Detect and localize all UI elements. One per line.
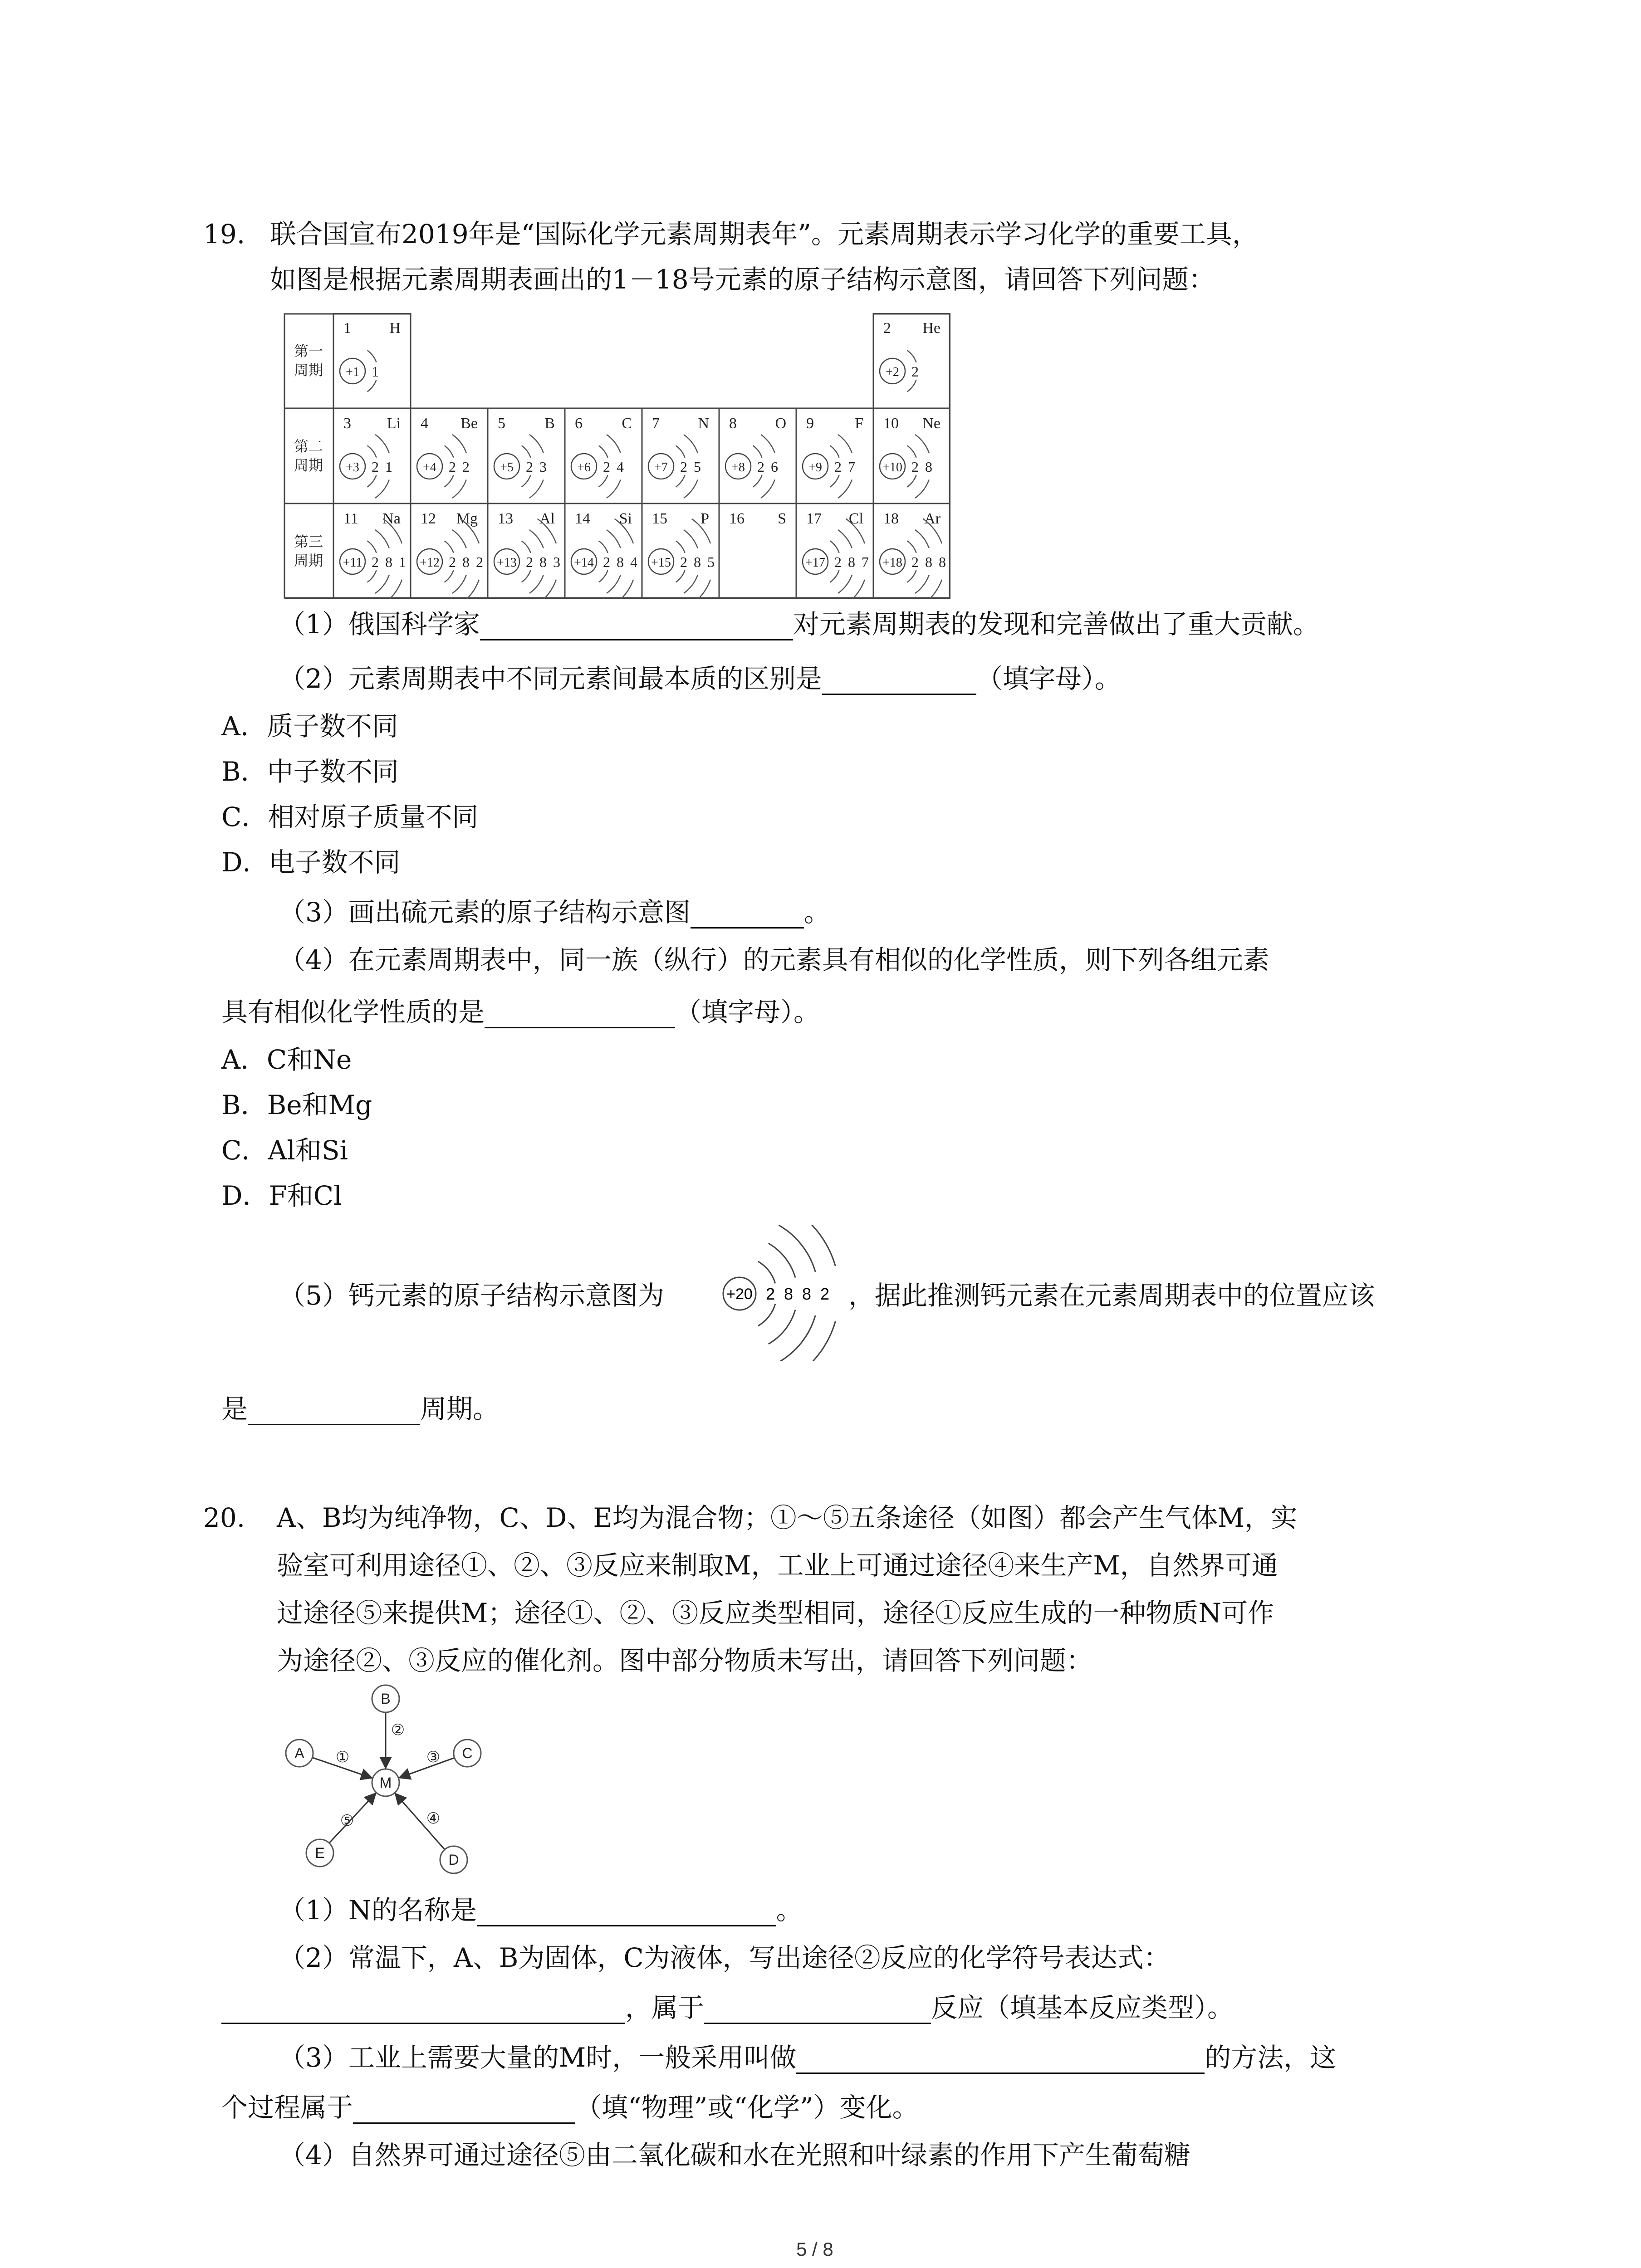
shell-electrons: 6 [771,459,778,475]
nucleus-charge: +4 [423,460,436,474]
shell-electrons: 8 [462,554,470,570]
shell-arc [684,530,698,548]
element-number: 11 [343,510,358,527]
path-label: ④ [426,1810,441,1827]
q19-part3-answer-blank[interactable] [691,900,804,929]
element-cell-h [333,313,411,408]
shell-arc [367,445,377,457]
element-cell-ar [873,503,950,599]
q19-part5-prompt: （5）钙元素的原子结构示意图为 [279,1280,664,1311]
shell-electrons: 2 [372,459,379,475]
ca-shell-electrons: 2 [820,1285,830,1303]
q19-part4-answer-blank[interactable] [485,1000,675,1028]
q20-text-line4: 为途径②、③反应的催化剂。图中部分物质未写出，请回答下列问题： [277,1645,1093,1676]
q19-part5-suffix: ，据此推测钙元素在元素周期表中的位置应该 [848,1280,1375,1311]
element-symbol: Na [382,510,401,527]
q19-part2-option-b: B．中子数不同 [221,756,399,787]
shell-electrons: 2 [911,554,919,570]
shell-arc [367,475,377,487]
q19-part2-suffix: （填字母）。 [976,663,1121,694]
shell-arc [607,530,621,548]
shell-arc [375,575,389,594]
element-number: 15 [652,510,667,527]
shell-arc [838,480,852,499]
shell-electrons: 2 [449,554,456,570]
ca-nucleus-charge: +20 [726,1286,753,1303]
shell-arc [452,435,466,453]
periodic-table-figure [284,313,950,599]
shell-electrons: 7 [862,554,869,570]
shell-electrons: 1 [399,554,406,570]
shell-electrons: 8 [939,554,946,570]
period-label: 第一 [294,343,323,359]
q20-part1-prompt: （1）N的名称是 [279,1895,477,1926]
element-symbol: O [775,415,786,432]
shell-arc [607,435,621,453]
shell-arc [522,541,531,552]
shell-electrons: 2 [476,554,483,570]
element-symbol: Cl [848,510,863,527]
q19-part2 [279,662,1121,695]
ca-shell-arc [779,1315,816,1361]
q20-part3-line2-prompt: 个过程属于 [221,2092,353,2123]
q19-part5-line2 [221,1393,499,1425]
shell-arc [445,475,454,487]
shell-electrons: 4 [617,459,624,475]
shell-arc [838,435,852,453]
ca-shell-electrons: 8 [802,1285,812,1303]
q19-part3 [279,896,830,929]
shell-arc [607,575,621,594]
shell-electrons: 4 [630,554,637,570]
nucleus-charge: +12 [420,556,440,570]
shell-electrons: 2 [526,459,533,475]
shell-arc [676,570,685,582]
element-number: 7 [652,415,660,432]
q19-number: 19. [203,219,245,249]
element-cell-al [488,503,565,599]
shell-arc [367,350,377,362]
q19-part3-suffix: 。 [803,897,830,928]
nucleus-charge: +14 [574,556,594,570]
shell-arc [684,575,698,594]
shell-arc [838,575,852,594]
element-cell-n [642,408,719,503]
nucleus-charge: +7 [654,460,668,474]
q19-text-line2: 如图是根据元素周期表画出的1－18号元素的原子结构示意图，请回答下列问题： [270,264,1215,295]
q20-part2-type-blank[interactable] [704,1995,931,2024]
q19-part4-option-b: B．Be和Mg [221,1090,372,1120]
shell-arc [599,541,608,552]
ca-shell-arc [769,1243,795,1278]
node-label: C [462,1745,473,1761]
shell-electrons: 7 [848,459,855,475]
shell-electrons: 2 [680,459,687,475]
shell-arc [915,480,929,499]
path-label: ③ [426,1749,441,1766]
q19-part5-line2-suffix: 周期。 [420,1393,500,1424]
nucleus-charge: +10 [882,460,902,474]
period-label: 周期 [294,362,323,378]
element-number: 4 [421,415,428,432]
shell-arc [830,445,839,457]
page-number: 5 / 8 [796,2239,833,2260]
q19-part4-suffix: （填字母）。 [675,997,820,1027]
path-label: ② [391,1721,405,1739]
q19-part5-answer-blank[interactable] [248,1397,420,1425]
shell-arc [915,435,929,453]
shell-arc [830,570,839,582]
element-number: 1 [343,320,351,337]
shell-electrons: 2 [911,363,919,380]
element-symbol: Ne [922,415,941,432]
q20-part3-line2 [221,2091,919,2124]
q20-part3-line2-suffix: （填“物理”或“化学”）变化。 [575,2092,919,2123]
ca-shell-arc [789,1225,836,1266]
shell-arc [599,445,608,457]
nucleus-charge: +15 [651,556,671,570]
shell-arc [907,380,916,391]
shell-arc [452,480,466,499]
q19-part1-answer-blank[interactable] [480,612,793,640]
q20-part4-line1: （4）自然界可通过途径⑤由二氧化碳和水在光照和叶绿素的作用下产生葡萄糖 [279,2140,1190,2170]
element-cell-c [565,408,642,503]
shell-arc [676,541,685,552]
q19-part4-line2 [221,996,820,1028]
element-cell-cl [796,503,873,599]
element-cell-na [333,503,411,599]
q20-part1-answer-blank[interactable] [477,1898,776,1926]
nucleus-charge: +2 [886,365,899,379]
shell-electrons: 8 [694,554,701,570]
q19-part2-option-d: D．电子数不同 [221,847,401,878]
shell-arc [607,480,621,499]
node-label: D [448,1852,459,1868]
shell-arc [375,480,389,499]
shell-arc [367,380,377,391]
shell-arc [907,475,916,487]
nucleus-charge: +8 [731,460,745,474]
shell-arc [375,530,389,548]
element-number: 5 [498,415,505,432]
shell-electrons: 5 [707,554,715,570]
node-m-label: M [379,1774,392,1791]
element-symbol: Li [387,415,401,432]
element-cell-be [411,408,488,503]
shell-arc [452,530,466,548]
shell-electrons: 5 [694,459,701,475]
nucleus-charge: +5 [500,460,514,474]
element-symbol: N [698,415,709,432]
nucleus-charge: +11 [343,556,362,570]
nucleus-charge: +17 [805,556,825,570]
ca-shell-arc [758,1261,775,1283]
ca-shell-arc [779,1225,816,1272]
shell-electrons: 8 [617,554,624,570]
shell-arc [529,575,544,594]
shell-arc [367,570,377,582]
q19-part4-option-c: C．Al和Si [221,1135,348,1166]
shell-arc [676,445,685,457]
shell-arc [445,445,454,457]
node-label: A [294,1745,304,1761]
element-symbol: P [700,510,709,527]
element-number: 17 [806,510,822,527]
shell-arc [522,445,531,457]
nucleus-charge: +6 [577,460,591,474]
q19-part1-suffix: 对元素周期表的发现和完善做出了重大贡献。 [793,609,1319,640]
shell-arc [830,475,839,487]
ca-shell-arc [758,1304,775,1326]
shell-electrons: 8 [385,554,392,570]
element-number: 6 [575,415,583,432]
q20-part2-line2 [221,1991,1234,2024]
element-number: 12 [421,510,436,527]
element-symbol: Mg [456,510,478,527]
q19-part2-option-a: A．质子数不同 [221,711,398,742]
q20-number: 20. [203,1502,245,1533]
q19-part3-prompt: （3）画出硫元素的原子结构示意图 [279,897,691,928]
shell-electrons: 2 [372,554,379,570]
ca-shell-electrons: 8 [784,1285,794,1303]
shell-arc [907,445,916,457]
shell-arc [753,445,762,457]
shell-arc [452,575,466,594]
q20-part3-method-blank[interactable] [796,2045,1205,2074]
shell-electrons: 2 [449,459,456,475]
ca-shell-arc [769,1310,795,1344]
shell-arc [761,480,775,499]
element-cell-si [565,503,642,599]
shell-arc [684,480,698,499]
shell-electrons: 8 [539,554,547,570]
shell-electrons: 3 [553,554,560,570]
shell-arc [915,530,929,548]
shell-arc [445,541,454,552]
element-cell-b [488,408,565,503]
nucleus-charge: +3 [346,460,359,474]
q20-text-line2: 验室可利用途径①、②、③反应来制取M，工业上可通过途径④来生产M，自然界可通 [277,1550,1278,1581]
shell-electrons: 1 [385,459,392,475]
reaction-path-diagram [279,1678,501,1882]
shell-electrons: 8 [925,459,932,475]
element-cell-o [719,408,796,503]
shell-arc [522,475,531,487]
shell-arc [830,541,839,552]
period-label: 周期 [294,552,323,569]
calcium-atom-diagram [719,1225,851,1361]
period-label: 第二 [294,438,323,455]
element-symbol: He [922,320,941,337]
nucleus-charge: +9 [808,460,822,474]
shell-arc [838,530,852,548]
q19-text-line1: 联合国宣布2019年是“国际化学元素周期表年”。元素周期表示学习化学的重要工具， [270,219,1259,249]
shell-arc [367,541,377,552]
nucleus-charge: +13 [497,556,517,570]
element-cell-s [719,503,796,599]
element-symbol: Ar [924,510,941,527]
q19-part4-prompt: 具有相似化学性质的是 [221,997,485,1027]
shell-electrons: 3 [539,459,547,475]
nucleus-charge: +18 [882,556,902,570]
element-number: 2 [883,320,891,337]
shell-arc [907,350,916,362]
shell-electrons: 2 [603,459,610,475]
q19-part4-line1: （4）在元素周期表中，同一族（纵行）的元素具有相似的化学性质，则下列各组元素 [279,944,1269,975]
element-symbol: Be [460,415,478,432]
shell-electrons: 2 [757,459,764,475]
shell-arc [761,435,775,453]
path-label: ① [335,1749,350,1766]
q20-part3-prompt: （3）工业上需要大量的M时，一般采用叫做 [279,2042,797,2073]
shell-arc [753,475,762,487]
shell-arc [676,475,685,487]
element-symbol: S [778,510,786,527]
element-number: 9 [806,415,814,432]
shell-electrons: 2 [680,554,687,570]
q20-part3-suffix: 的方法，这 [1205,2042,1337,2073]
element-symbol: Si [619,510,632,527]
shell-arc [445,570,454,582]
ca-shell-arc [789,1321,836,1361]
shell-electrons: 2 [911,459,919,475]
element-cell-ne [873,408,950,503]
q19-part2-prompt: （2）元素周期表中不同元素间最本质的区别是 [279,663,822,694]
nucleus-charge: +1 [346,365,359,379]
element-number: 16 [729,510,745,527]
q20-part1 [279,1894,803,1926]
period-label: 第三 [294,533,323,550]
q20-part2-equation-blank[interactable] [221,1995,625,2024]
q20-part3-line1 [279,2041,1336,2074]
shell-arc [907,541,916,552]
q20-part3-change-blank[interactable] [353,2095,575,2124]
element-number: 13 [498,510,513,527]
shell-electrons: 8 [925,554,932,570]
element-number: 18 [883,510,899,527]
shell-arc [529,530,544,548]
shell-electrons: 2 [526,554,533,570]
shell-electrons: 1 [372,363,379,380]
path-label: ⑤ [340,1812,354,1829]
node-label: B [381,1691,391,1707]
element-number: 8 [729,415,737,432]
element-symbol: C [622,415,632,432]
element-cell-li [333,408,411,503]
element-symbol: B [544,415,555,432]
shell-electrons: 2 [834,459,842,475]
q20-part2-line1: （2）常温下，A、B为固体，C为液体，写出途径②反应的化学符号表达式： [279,1942,1170,1973]
q19-part5-line2-prompt: 是 [221,1393,248,1424]
q20-part1-suffix: 。 [776,1895,803,1926]
ca-shell-electrons: 2 [765,1285,775,1303]
shell-arc [375,435,389,453]
q19-part4-option-a: A．C和Ne [221,1044,352,1075]
q19-part4-option-d: D．F和Cl [221,1180,342,1211]
node-label: E [315,1845,325,1861]
shell-electrons: 8 [848,554,855,570]
element-symbol: Al [539,510,555,527]
q19-part1 [279,608,1319,640]
shell-electrons: 2 [462,459,470,475]
shell-arc [522,570,531,582]
shell-arc [599,475,608,487]
q19-part2-option-c: C．相对原子质量不同 [221,802,479,832]
q20-text-line3: 过途径⑤来提供M；途径①、②、③反应类型相同，途径①反应生成的一种物质N可作 [277,1598,1274,1628]
element-number: 14 [575,510,590,527]
element-number: 3 [343,415,351,432]
shell-arc [529,435,544,453]
q20-text-line1: A、B均为纯净物，C、D、E均为混合物；①～⑤五条途径（如图）都会产生气体M，实 [277,1502,1298,1533]
element-symbol: F [855,415,863,432]
element-number: 10 [883,415,899,432]
shell-arc [915,575,929,594]
element-cell-mg [411,503,488,599]
shell-arc [684,435,698,453]
shell-electrons: 2 [834,554,842,570]
element-symbol: H [389,320,401,337]
element-cell-p [642,503,719,599]
q19-part1-prompt: （1）俄国科学家 [279,609,480,640]
period-label: 周期 [294,457,323,474]
q20-part2-mid: ，属于 [625,1992,705,2023]
element-cell-f [796,408,873,503]
q19-part2-answer-blank[interactable] [822,666,976,695]
shell-arc [907,570,916,582]
shell-electrons: 2 [603,554,610,570]
element-cell-he [873,313,950,408]
shell-arc [529,480,544,499]
q20-part2-suffix: 反应（填基本反应类型）。 [931,1992,1234,2023]
shell-arc [599,570,608,582]
